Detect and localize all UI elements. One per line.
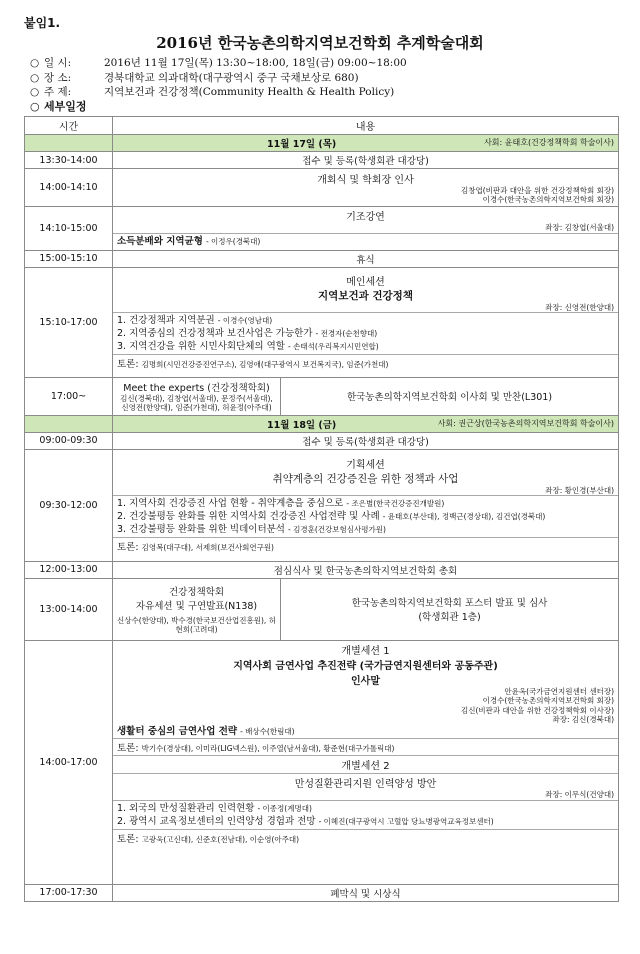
table-header xyxy=(25,117,619,135)
day2-header xyxy=(25,415,619,432)
opening-title: 개회식 및 학회장 인사 xyxy=(317,174,414,186)
list-item: 1. 지역사회 건강증진 사업 현황 - 취약계층을 중심으로 - 조은별(한국건강증진개발원) xyxy=(117,498,445,510)
table-row: 17:00~ Meet the experts (건강정책학회) 김신(경북대), 김창엽(서울대), 문정주(서울대), 신영전(한양대), 임준(가천대), 허윤정(아주대) 한국농촌의학지역보건학회 이사회 및 만찬(L301) xyxy=(25,377,619,415)
table-row: 15:10-17:00 메인세션 지역보건과 건강정책 좌장: 신영전(한양대) 1. 건강정책과 지역분권 - 이경수(영남대) 2. 지역중심의 건강정책과 보건사업은 가능한가 - 전경자(순천향대) 3. 지역건강을 위한 시민사회단체의 역할 - 손태석(우리복지시민연합) 토론: 김명희(시민건강증진연구소), 김영애(대구광역시 보건복지국), 임준(가천대) xyxy=(25,267,619,377)
col-content-header: 내용 xyxy=(113,117,619,135)
day2-label: 11월 18일 (금) xyxy=(267,419,337,431)
list-item: 1. 건강정책과 지역분권 - 이경수(영남대) xyxy=(117,315,273,327)
info-date: ○ 일 시: 2016년 11월 17일(목) 13:30~18:00, 18일(금) 09:00~18:00 xyxy=(30,57,407,69)
main-discussion: 토론: 김명희(시민건강증진연구소), 김영애(대구광역시 보건복지국), 임준(가천대) xyxy=(113,354,618,371)
schedule-table xyxy=(24,116,619,902)
day2-chair: 사회: 권근상(한국농촌의학지역보건학회 학술이사) xyxy=(437,418,615,428)
info-theme: ○ 주 제: 지역보건과 건강정책(Community Health & Health Policy) xyxy=(30,86,395,98)
table-row: 14:00-17:00 개별세션 1 지역사회 금연사업 추진전략 (국가금연지원센터와 공동주관) 인사말 안윤옥(국가금연지원센터 센터장) 이경수(한국농촌의학지역보건학회 회장) 김신(비판과 대안을 위한 건강정책학회 이사장) 좌장: 김신(경북대) 생활터 중심의 금연사업 전략 - 배상수(한림대) 토론: 박기수(경상대), 이미라(LIG넥스원), 이주열(남서울대), 황준현(대구가톨릭대) 개별세션 2 만성질환관리지원 인력양성 방안 좌장: 이무식(건양대) 1. 외국의 만성질환관리 인력현황 - 이종정(계명대) 2. 광역시 교육정보센터의 인력양성 경험과 전망 - 이혜진(대구광역시 고혈압 당뇨병광역교육정보센터) 토론: 고광욱(고신대), 신준호(전남대), 이순영(아주대) xyxy=(25,640,619,884)
day1-chair: 사회: 윤태호(건강정책학회 학술이사) xyxy=(484,138,615,147)
list-item: 2. 건강불평등 완화를 위한 지역사회 건강증진 사업전략 및 사례 - 윤태호(부산대), 정백근(경상대), 김건엽(경북대) xyxy=(117,511,546,523)
list-item: 1. 외국의 만성질환관리 인력현황 - 이종정(계명대) xyxy=(117,803,312,814)
keynote-talk: 소득분배와 지역균형 - 이정우(경북대) xyxy=(113,233,618,249)
info-venue: ○ 장 소: 경북대학교 의과대학(대구광역시 중구 국채보상로 680) xyxy=(30,71,359,84)
main-session-title: 지역보건과 건강정책 xyxy=(318,289,413,302)
schedule-heading: ○ 세부일정 xyxy=(30,99,87,113)
table-row: 12:00-13:00 점심식사 및 한국농촌의학지역보건학회 총회 xyxy=(25,561,619,578)
table-row: 13:00-14:00 건강정책학회 자유세션 및 구연발표(N138) 신상수(한양대), 박수경(한국보건산업진흥원), 허현희(고려대) 한국농촌의학지역보건학회 포스터 발표 및 심사 (학생회관 1층) xyxy=(25,578,619,640)
table-row: 15:00-15:10 휴식 xyxy=(25,250,619,267)
day1-label: 11월 17일 (목) xyxy=(267,139,337,150)
attachment-label: 붙임1. xyxy=(24,16,61,30)
event-info xyxy=(24,56,616,114)
col-time-header: 시간 xyxy=(25,117,113,135)
day1-header xyxy=(25,135,619,152)
list-item: 2. 광역시 교육정보센터의 인력양성 경험과 전망 - 이혜진(대구광역시 고혈압 당뇨병광역교육정보센터) xyxy=(117,816,494,827)
table-row: 17:00-17:30 폐막식 및 시상식 xyxy=(25,884,619,901)
keynote-title: 기조강연 xyxy=(346,212,385,223)
table-row: 09:30-12:00 기획세션 취약계층의 건강증진을 위한 정책과 사업 좌장: 황인경(부산대) 1. 지역사회 건강증진 사업 현황 - 취약계층을 중심으로 - 조은별(한국건강증진개발원) 2. 건강불평등 완화를 위한 지역사회 건강증진 사업전략 및 사례 - 윤태호(부산대), 정백근(경상대), 김건엽(경북대) 3. 건강불평등 완화를 위한 빅데이터분석 - 김경훈(건강보험심사평가원) 토론: 김영복(대구대), 서제희(보건사회연구원) xyxy=(25,449,619,561)
page-title: 2016년 한국농촌의학지역보건학회 추계학술대회 xyxy=(156,34,484,52)
planned-discussion: 토론: 김영복(대구대), 서제희(보건사회연구원) xyxy=(113,537,618,554)
list-item: 3. 건강불평등 완화를 위한 빅데이터분석 - 김경훈(건강보험심사평가원) xyxy=(117,524,386,536)
planned-session-title: 취약계층의 건강증진을 위한 정책과 사업 xyxy=(272,472,459,485)
list-item: 3. 지역건강을 위한 시민사회단체의 역할 - 손태석(우리복지시민연합) xyxy=(117,341,379,353)
table-row: 13:30-14:00 접수 및 등록(학생회관 대강당) xyxy=(25,152,619,169)
table-row: 14:00-14:10 개회식 및 학회장 인사 김창엽(비판과 대안을 위한 건강정책학회 회장) 이경수(한국농촌의학지역보건학회 회장) xyxy=(25,169,619,207)
individual-session2-title: 만성질환관리지원 인력양성 방안 xyxy=(294,778,437,790)
list-item: 2. 지역중심의 건강정책과 보건사업은 가능한가 - 전경자(순천향대) xyxy=(117,328,378,340)
table-row: 09:00-09:30 접수 및 등록(학생회관 대강당) xyxy=(25,432,619,449)
individual-session1-title: 지역사회 금연사업 추진전략 (국가금연지원센터와 공동주관) xyxy=(233,660,498,672)
table-row: 14:10-15:00 기조강연 좌장: 김창엽(서울대) 소득분배와 지역균형 - 이정우(경북대) xyxy=(25,207,619,251)
